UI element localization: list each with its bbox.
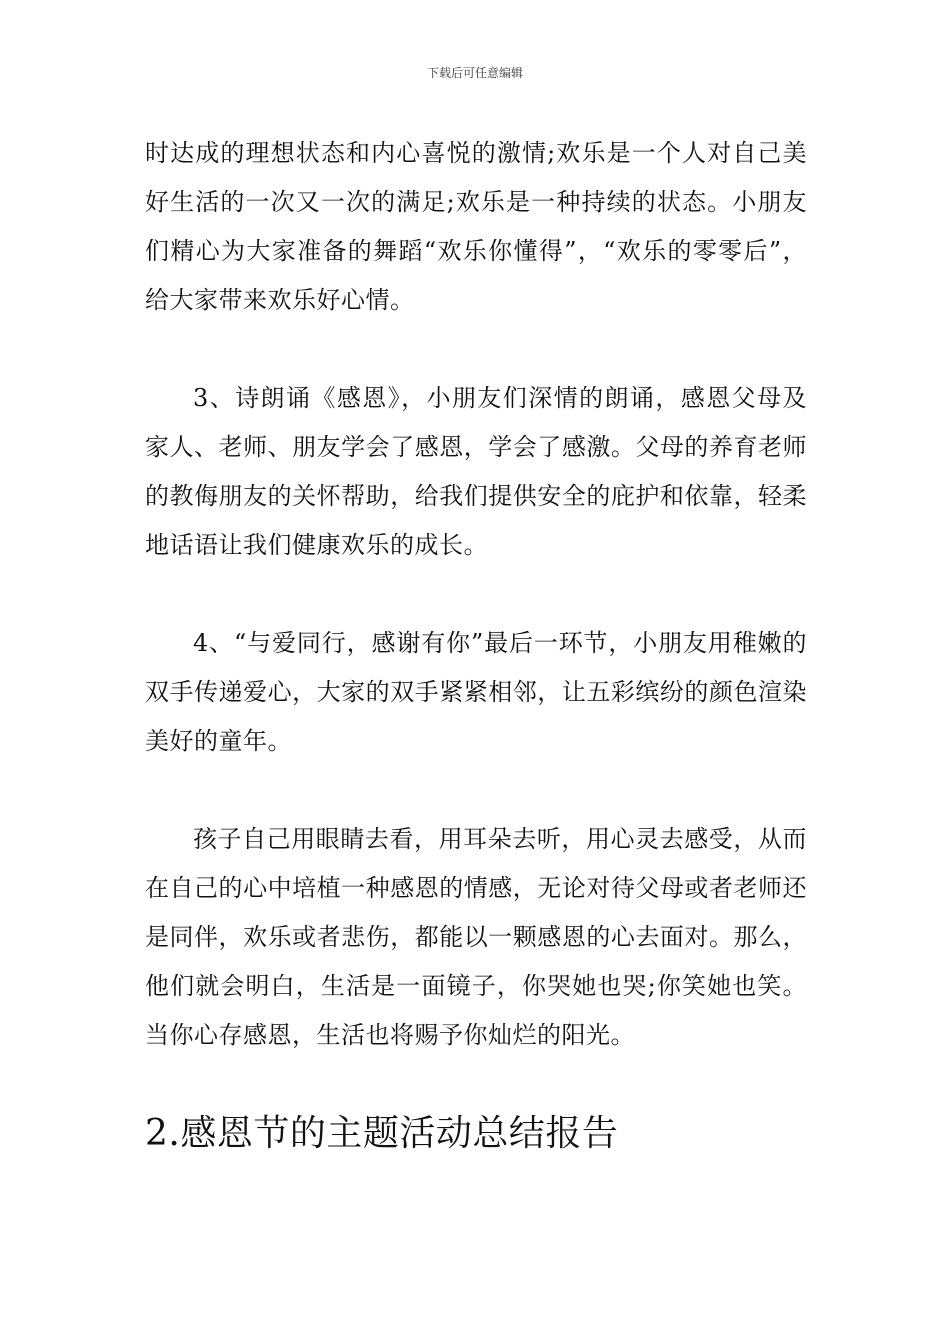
paragraph-1: 时达成的理想状态和内心喜悦的激情;欢乐是一个人对自己美好生活的一次又一次的满足;欢乐是一种持续的状态。小朋友们精心为大家准备的舞蹈“欢乐你懂得”，“欢乐的零零后”，给大家带来欢乐好心情。: [145, 139, 807, 314]
paragraph-gap: [145, 570, 807, 619]
page-header-note: 下载后可任意编辑: [426, 66, 523, 80]
paragraph-3: 4、“与爱同行，感谢有你”最后一环节，小朋友用稚嫩的双手传递爱心，大家的双手紧紧相邻，让五彩缤纷的颜色渲染美好的童年。: [145, 629, 807, 755]
document-body: [145, 129, 807, 1158]
paragraph-gap: [145, 766, 807, 815]
section-heading: 2.感恩节的主题活动总结报告: [145, 1113, 619, 1154]
paragraph-gap: [145, 1060, 807, 1109]
paragraph-gap: [145, 325, 807, 374]
paragraph-4: 孩子自己用眼睛去看，用耳朵去听，用心灵去感受，从而在自己的心中培植一种感恩的情感，无论对待父母或者老师还是同伴，欢乐或者悲伤，都能以一颗感恩的心去面对。那么，他们就会明白，生活是一面镜子，你哭她也哭;你笑她也笑。当你心存感恩，生活也将赐予你灿烂的阳光。: [145, 825, 807, 1049]
paragraph-2: 3、诗朗诵《感恩》，小朋友们深情的朗诵，感恩父母及家人、老师、朋友学会了感恩，学会了感激。父母的养育老师的教侮朋友的关怀帮助，给我们提供安全的庇护和依靠，轻柔地话语让我们健康欢乐的成长。: [145, 384, 807, 559]
